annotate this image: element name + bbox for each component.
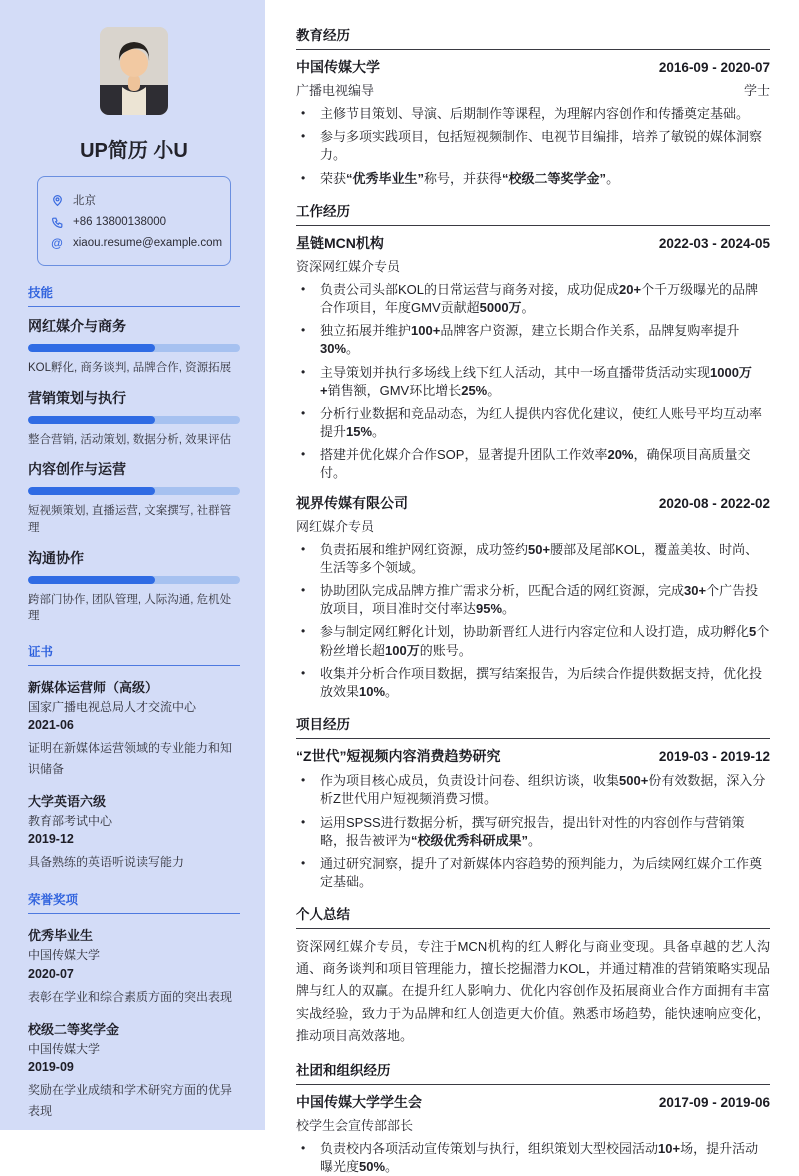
sidebar <box>0 0 265 1130</box>
bullet-text: 参与多项实践项目，包括短视频制作、电视节目编排，培养了敏锐的媒体洞察力。 <box>320 129 763 163</box>
bullet-marker: • <box>301 323 306 338</box>
bullet-marker: • <box>301 405 306 420</box>
company-name: 视界传媒有限公司 <box>296 494 408 511</box>
projects-section-title: 项目经历 <box>296 713 770 739</box>
bullet-item <box>296 322 770 358</box>
bullet-item <box>296 772 770 808</box>
organizations-section <box>296 1059 770 1176</box>
organization-role: 校学生会宣传部部长 <box>296 1117 414 1133</box>
job-entry-head <box>296 493 770 513</box>
bullet-marker: • <box>301 281 306 296</box>
skill-item <box>28 459 240 536</box>
bullet-item <box>296 855 770 891</box>
contact-location: 北京 <box>73 195 96 207</box>
bullet-text: 独立拓展并维护100+品牌客户资源，建立长期合作关系，品牌复购率提升30%。 <box>320 323 740 357</box>
job-bullets <box>296 281 770 483</box>
award-description: 表彰在学业和综合素质方面的突出表现 <box>28 989 233 1004</box>
skill-name: 网红媒介与商务 <box>28 318 126 334</box>
contact-phone-row <box>50 215 218 229</box>
award-name: 校级二等奖学金 <box>28 1021 120 1037</box>
skill-progress-fill <box>28 576 155 584</box>
certificate-date: 2021-06 <box>28 718 74 733</box>
bullet-marker: • <box>301 170 306 185</box>
project-dates: 2019-03 - 2019-12 <box>658 749 770 765</box>
bullet-marker: • <box>301 665 306 680</box>
bullet-marker: • <box>301 814 306 829</box>
job-entry <box>296 493 770 702</box>
contact-email: xiaou.resume@example.com <box>73 237 223 249</box>
summary-section <box>296 903 770 1046</box>
bullet-marker: • <box>301 364 306 379</box>
award-issuer: 中国传媒大学 <box>28 948 101 963</box>
job-entry-sub <box>296 256 770 275</box>
organizations-section-title: 社团和组织经历 <box>296 1059 770 1085</box>
bullet-text: 作为项目核心成员，负责设计问卷、组织访谈，收集500+份有效数据，深入分析Z世代用户短视频消费习惯。 <box>320 773 766 807</box>
education-dates: 2016-09 - 2020-07 <box>658 60 770 75</box>
bullet-text: 收集并分析合作项目数据，撰写结案报告，为后续合作提供数据支持，优化投放效果10%。 <box>320 665 763 699</box>
bullet-text: 运用SPSS进行数据分析，撰写研究报告，提出针对性的内容创作与营销策略，报告被评为“校级优秀科研成果”。 <box>320 814 745 848</box>
skill-progress-fill <box>28 416 155 424</box>
summary-text: 资深网红媒介专员，专注于MCN机构的红人孵化与商业变现。具备卓越的艺人沟通、商务谈判和项目管理能力，擅长挖掘潜力KOL，并通过精准的营销策略实现品牌与红人的双赢。在提升红人影响力、优化内容创作及拓展商业合作方面拥有丰富实战经验，致力于为品牌和红人创造更大价值。熟悉市场趋势，能快速响应变化，推动项目高效落地。 <box>296 939 770 1043</box>
skill-progress-fill <box>28 344 155 352</box>
skill-progress-fill <box>28 487 155 495</box>
bullet-text: 通过研究洞察，提升了对新媒体内容趋势的预判能力，为后续网红媒介工作奠定基础。 <box>320 855 763 890</box>
skill-progress-track <box>28 576 240 584</box>
bullet-marker: • <box>301 541 306 556</box>
email-at-icon: @ <box>51 236 63 250</box>
job-title: 网红媒介专员 <box>296 518 375 534</box>
bullet-text: 主导策划并执行多场线上线下红人活动，其中一场直播带货活动实现1000万+销售额，GMV环比增长25%。 <box>320 364 752 398</box>
projects-section <box>296 713 770 891</box>
bullet-marker: • <box>301 855 306 870</box>
certificate-date: 2019-12 <box>28 832 74 847</box>
award-item <box>28 1019 240 1122</box>
bullet-text: 负责公司头部KOL的日常运营与商务对接，成功促成20+个千万级曝光的品牌合作项目，年度GMV贡献超5000万。 <box>320 281 759 315</box>
certificate-item <box>28 677 240 780</box>
skill-name: 营销策划与执行 <box>28 389 126 406</box>
degree-name: 学士 <box>743 83 770 98</box>
bullet-text: 负责校内各项活动宣传策划与执行，组织策划大型校园活动10+场，提升活动曝光度50%。 <box>320 1140 759 1174</box>
job-entry-sub <box>296 516 770 535</box>
bullet-item <box>296 405 770 441</box>
company-name: 星链MCN机构 <box>296 234 384 251</box>
summary-section-title: 个人总结 <box>296 903 770 929</box>
skill-progress-track <box>28 416 240 424</box>
skills-section-title: 技能 <box>28 283 240 307</box>
skill-progress-track <box>28 487 240 495</box>
awards-section-title: 荣誉奖项 <box>28 890 240 914</box>
resume-main-column <box>265 0 799 1174</box>
phone-icon <box>50 215 64 229</box>
certificate-issuer: 国家广播电视总局人才交流中心 <box>28 700 197 715</box>
award-date: 2019-09 <box>28 1059 74 1074</box>
bullet-item <box>296 170 770 188</box>
award-name: 优秀毕业生 <box>28 928 94 944</box>
bullet-marker: • <box>301 1140 306 1155</box>
education-section <box>296 24 770 188</box>
bullet-item <box>296 281 770 317</box>
education-section-title: 教育经历 <box>296 24 770 50</box>
bullet-marker: • <box>301 773 306 788</box>
bullet-item <box>296 541 770 577</box>
award-description: 奖励在学业成绩和学术研究方面的优异表现 <box>28 1082 233 1118</box>
certificate-name: 大学英语六级 <box>28 794 107 810</box>
project-name: “Z世代”短视频内容消费趋势研究 <box>296 748 501 765</box>
education-bullets <box>296 105 770 188</box>
bullet-marker: • <box>301 624 306 639</box>
contact-card <box>37 176 231 266</box>
bullet-text: 负责拓展和维护网红资源，成功签约50+腰部及尾部KOL，覆盖美妆、时尚、生活等多个领域。 <box>320 541 759 575</box>
skill-description: 短视频策划, 直播运营, 文案撰写, 社群管理 <box>28 505 232 535</box>
certificate-issuer: 教育部考试中心 <box>28 814 113 829</box>
bullet-text: 分析行业数据和竞品动态，为红人提供内容优化建议，使红人账号平均互动率提升15%。 <box>320 405 763 440</box>
bullet-item <box>296 582 770 618</box>
education-entry-sub <box>296 80 770 99</box>
job-entry <box>296 233 770 483</box>
certificate-item <box>28 791 240 873</box>
project-entry-head <box>296 746 770 766</box>
award-date: 2020-07 <box>28 966 74 981</box>
skill-name: 沟通协作 <box>28 549 84 566</box>
project-bullets <box>296 772 770 891</box>
job-bullets <box>296 541 770 702</box>
organization-name: 中国传媒大学学生会 <box>296 1093 422 1110</box>
candidate-name: UP简历 小U <box>80 140 188 162</box>
bullet-item <box>296 1140 770 1176</box>
job-entry-head <box>296 233 770 253</box>
bullet-text: 参与制定网红孵化计划，协助新晋红人进行内容定位和人设打造，成功孵化5个粉丝增长超100万的账号。 <box>320 624 770 658</box>
portrait-illustration <box>100 27 168 115</box>
bullet-marker: • <box>301 129 306 144</box>
organization-bullets <box>296 1140 770 1176</box>
school-name: 中国传媒大学 <box>296 59 380 75</box>
work-section-title: 工作经历 <box>296 200 770 226</box>
education-entry-head <box>296 57 770 77</box>
profile-photo <box>100 27 168 115</box>
organization-dates: 2017-09 - 2019-06 <box>658 1094 770 1110</box>
organization-entry-head <box>296 1092 770 1112</box>
job-title: 资深网红媒介专员 <box>296 258 401 274</box>
certificates-section-title: 证书 <box>28 642 240 666</box>
award-item <box>28 925 240 1007</box>
bullet-marker: • <box>301 106 306 120</box>
organization-entry-sub <box>296 1115 770 1134</box>
skill-item <box>28 316 240 377</box>
skill-item <box>28 388 240 449</box>
skill-description: 整合营销, 活动策划, 数据分析, 效果评估 <box>28 433 232 446</box>
award-issuer: 中国传媒大学 <box>28 1041 101 1056</box>
contact-phone: +86 13800138000 <box>73 216 167 228</box>
skill-name: 内容创作与运营 <box>28 461 126 478</box>
bullet-item <box>296 128 770 164</box>
bullet-text: 荣获“优秀毕业生”称号，并获得“校级二等奖学金”。 <box>320 170 620 186</box>
bullet-marker: • <box>301 583 306 597</box>
bullet-item <box>296 623 770 659</box>
bullet-marker: • <box>301 447 306 462</box>
bullet-item <box>296 446 770 482</box>
bullet-item <box>296 665 770 701</box>
skill-description: 跨部门协作, 团队管理, 人际沟通, 危机处理 <box>28 593 232 623</box>
skill-progress-track <box>28 344 240 352</box>
certificate-name: 新媒体运营师（高级） <box>28 680 159 696</box>
bullet-text: 主修节目策划、导演、后期制作等课程，为理解内容创作和传播奠定基础。 <box>320 106 750 121</box>
contact-location-row <box>50 192 218 208</box>
job-dates: 2022-03 - 2024-05 <box>658 235 770 251</box>
skill-item <box>28 548 240 625</box>
bullet-item <box>296 105 770 123</box>
job-dates: 2020-08 - 2022-02 <box>658 495 770 511</box>
certificate-description: 具备熟练的英语听说读写能力 <box>28 855 185 870</box>
profile-photo-wrap <box>28 27 240 120</box>
bullet-item <box>296 814 770 850</box>
bullet-item <box>296 364 770 400</box>
bullet-text: 搭建并优化媒介合作SOP，显著提升团队工作效率20%，确保项目高质量交付。 <box>320 447 751 481</box>
contact-email-row <box>50 236 223 250</box>
bullet-text: 协助团队完成品牌方推广需求分析，匹配合适的网红资源，完成30+个广告投放项目，项目准时交付率达95%。 <box>320 583 759 617</box>
major-name: 广播电视编导 <box>296 83 375 98</box>
location-pin-icon <box>50 193 64 207</box>
certificate-description: 证明在新媒体运营领域的专业能力和知识储备 <box>28 741 233 777</box>
work-section <box>296 200 770 701</box>
skill-description: KOL孵化, 商务谈判, 品牌合作, 资源拓展 <box>28 362 232 374</box>
